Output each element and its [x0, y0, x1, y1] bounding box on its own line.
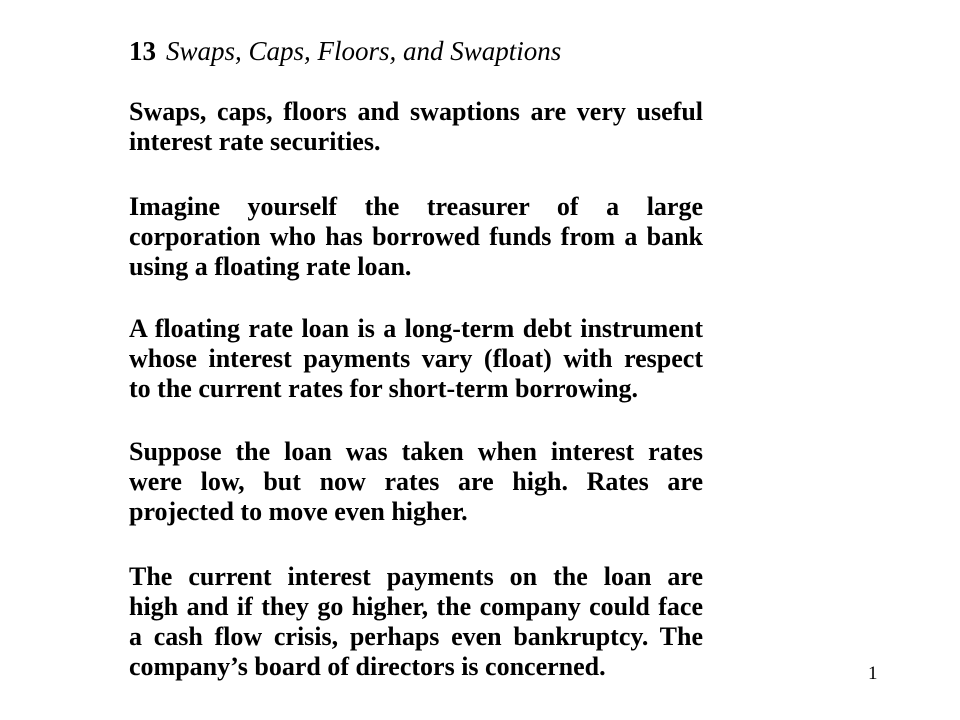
- paragraph-line: corporation who has borrowed funds from a bank: [129, 222, 703, 251]
- paragraph-line: Suppose the loan was taken when interest rates: [129, 437, 703, 466]
- paragraph-line: using a floating rate loan.: [129, 252, 412, 281]
- paragraph-line: to the current rates for short-term borrowing.: [129, 374, 639, 403]
- chapter-title: Swaps, Caps, Floors, and Swaptions: [166, 36, 562, 66]
- paragraph-line: interest rate securities.: [129, 127, 381, 156]
- paragraph-line: a cash flow crisis, perhaps even bankruptcy. The: [129, 622, 703, 651]
- paragraph-floating-rate-loan: [129, 314, 703, 404]
- paragraph-line: Imagine yourself the treasurer of a large: [129, 192, 703, 221]
- paragraph-line: high and if they go higher, the company could face: [129, 592, 703, 621]
- paragraph-line: A floating rate loan is a long-term debt instrument: [129, 314, 703, 343]
- paragraph-treasurer: [129, 192, 703, 282]
- paragraph-crisis: [129, 562, 703, 682]
- paragraph-line: projected to move even higher.: [129, 497, 468, 526]
- paragraph-line: were low, but now rates are high. Rates are: [129, 467, 703, 496]
- paragraph-intro: [129, 97, 703, 157]
- paragraph-line: company’s board of directors is concerned.: [129, 652, 606, 681]
- slide-title: [129, 34, 561, 68]
- paragraph-line: Swaps, caps, floors and swaptions are very useful: [129, 97, 703, 126]
- page-number: 1: [868, 663, 878, 684]
- chapter-number: 13: [129, 36, 156, 66]
- paragraph-line: The current interest payments on the loan are: [129, 562, 703, 591]
- paragraph-rates: [129, 437, 703, 527]
- paragraph-line: whose interest payments vary (float) with respect: [129, 344, 703, 373]
